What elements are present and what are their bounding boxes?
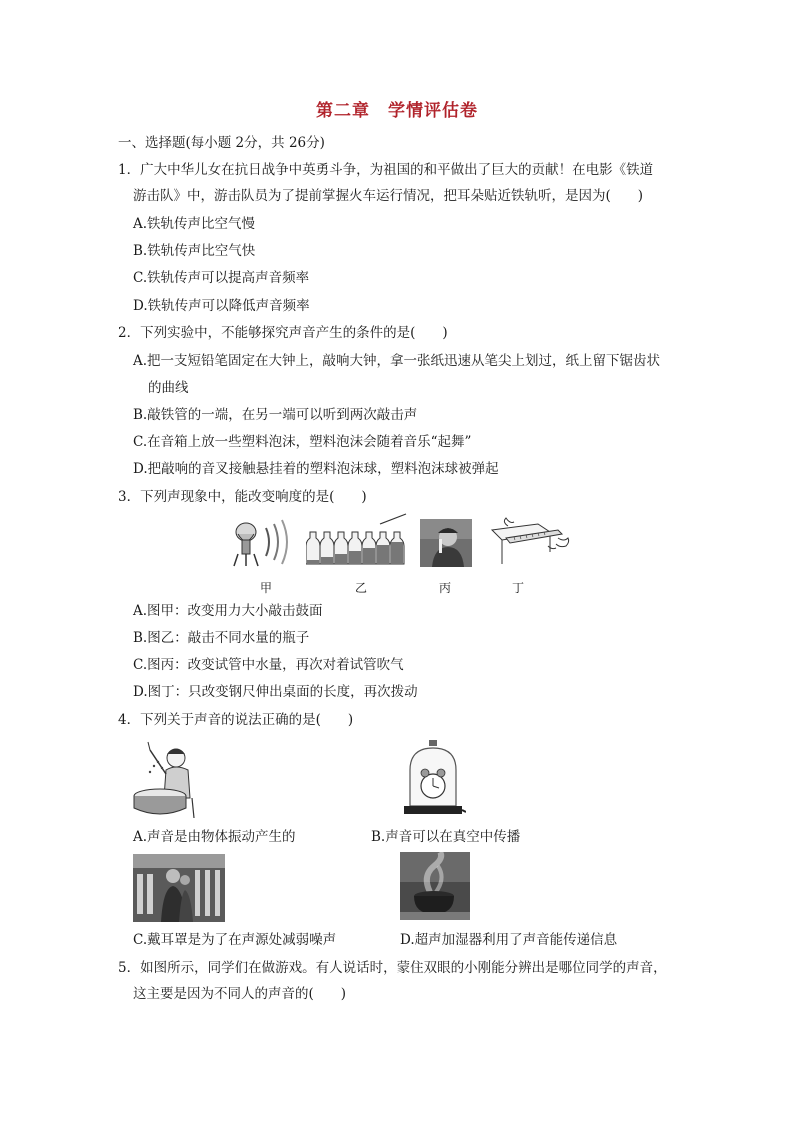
q3-stem: 3．下列声现象中，能改变响度的是( ) <box>118 489 367 505</box>
q2-option-c: C.在音箱上放一些塑料泡沫，塑料泡沫会随着音乐“起舞” <box>133 434 472 450</box>
q4-option-c: C.戴耳罩是为了在声源处减弱噪声 <box>133 932 337 948</box>
blowing-tube-photo <box>420 519 472 567</box>
q3-option-a: A.图甲：改变用力大小敲击鼓面 <box>133 603 323 619</box>
section-heading: 一、选择题(每小题 2分，共 26分) <box>118 135 325 151</box>
caption-bing: 丙 <box>439 581 452 595</box>
q2-option-a-line1: A.把一支短铅笔固定在大钟上，敲响大钟，拿一张纸迅速从笔尖上划过，纸上留下锯齿状 <box>133 353 661 369</box>
caption-yi: 乙 <box>355 581 368 595</box>
q2-option-d: D.把敲响的音叉接触悬挂着的塑料泡沫球，塑料泡沫球被弹起 <box>133 461 499 477</box>
q3-option-b: B.图乙：敲击不同水量的瓶子 <box>133 630 310 646</box>
caption-ding: 丁 <box>512 581 525 595</box>
q4-option-d: D.超声加湿器利用了声音能传递信息 <box>400 932 618 948</box>
ruler-figure <box>488 516 572 568</box>
q5-stem-line2: 这主要是因为不同人的声音的( ) <box>133 986 347 1002</box>
q4-option-a: A.声音是由物体振动产生的 <box>133 829 296 845</box>
q2-option-b: B.敲铁管的一端，在另一端可以听到两次敲击声 <box>133 407 418 423</box>
drum-figure <box>228 518 300 568</box>
q2-option-a-line2: 的曲线 <box>148 380 189 396</box>
bottles-figure <box>306 512 408 566</box>
q2-stem: 2．下列实验中，不能够探究声音产生的条件的是( ) <box>118 325 448 341</box>
q1-option-c: C.铁轨传声可以提高声音频率 <box>133 270 310 286</box>
q1-stem-line1: 1．广大中华儿女在抗日战争中英勇斗争，为祖国的和平做出了巨大的贡献！在电影《铁道 <box>118 162 654 178</box>
q4-option-b: B.声音可以在真空中传播 <box>371 829 521 845</box>
q3-option-c: C.图丙：改变试管中水量，再次对着试管吹气 <box>133 657 404 673</box>
bell-jar-figure <box>400 740 466 818</box>
q4-stem: 4．下列关于声音的说法正确的是( ) <box>118 712 354 728</box>
q3-option-d: D.图丁：只改变钢尺伸出桌面的长度，再次拨动 <box>133 684 418 700</box>
q5-stem-line1: 5．如图所示，同学们在做游戏。有人说话时，蒙住双眼的小刚能分辨出是哪位同学的声音， <box>118 960 667 976</box>
q1-stem-line2: 游击队》中，游击队员为了提前掌握火车运行情况，把耳朵贴近铁轨听，是因为( ) <box>133 188 644 204</box>
drumming-boy-figure <box>132 738 204 820</box>
caption-jia: 甲 <box>260 581 273 595</box>
q1-option-b: B.铁轨传声比空气快 <box>133 243 256 259</box>
page-title: 第二章 学情评估卷 <box>316 101 478 121</box>
humidifier-photo <box>400 852 470 920</box>
factory-workers-photo <box>133 854 225 922</box>
q1-option-d: D.铁轨传声可以降低声音频率 <box>133 298 310 314</box>
q1-option-a: A.铁轨传声比空气慢 <box>133 216 256 232</box>
